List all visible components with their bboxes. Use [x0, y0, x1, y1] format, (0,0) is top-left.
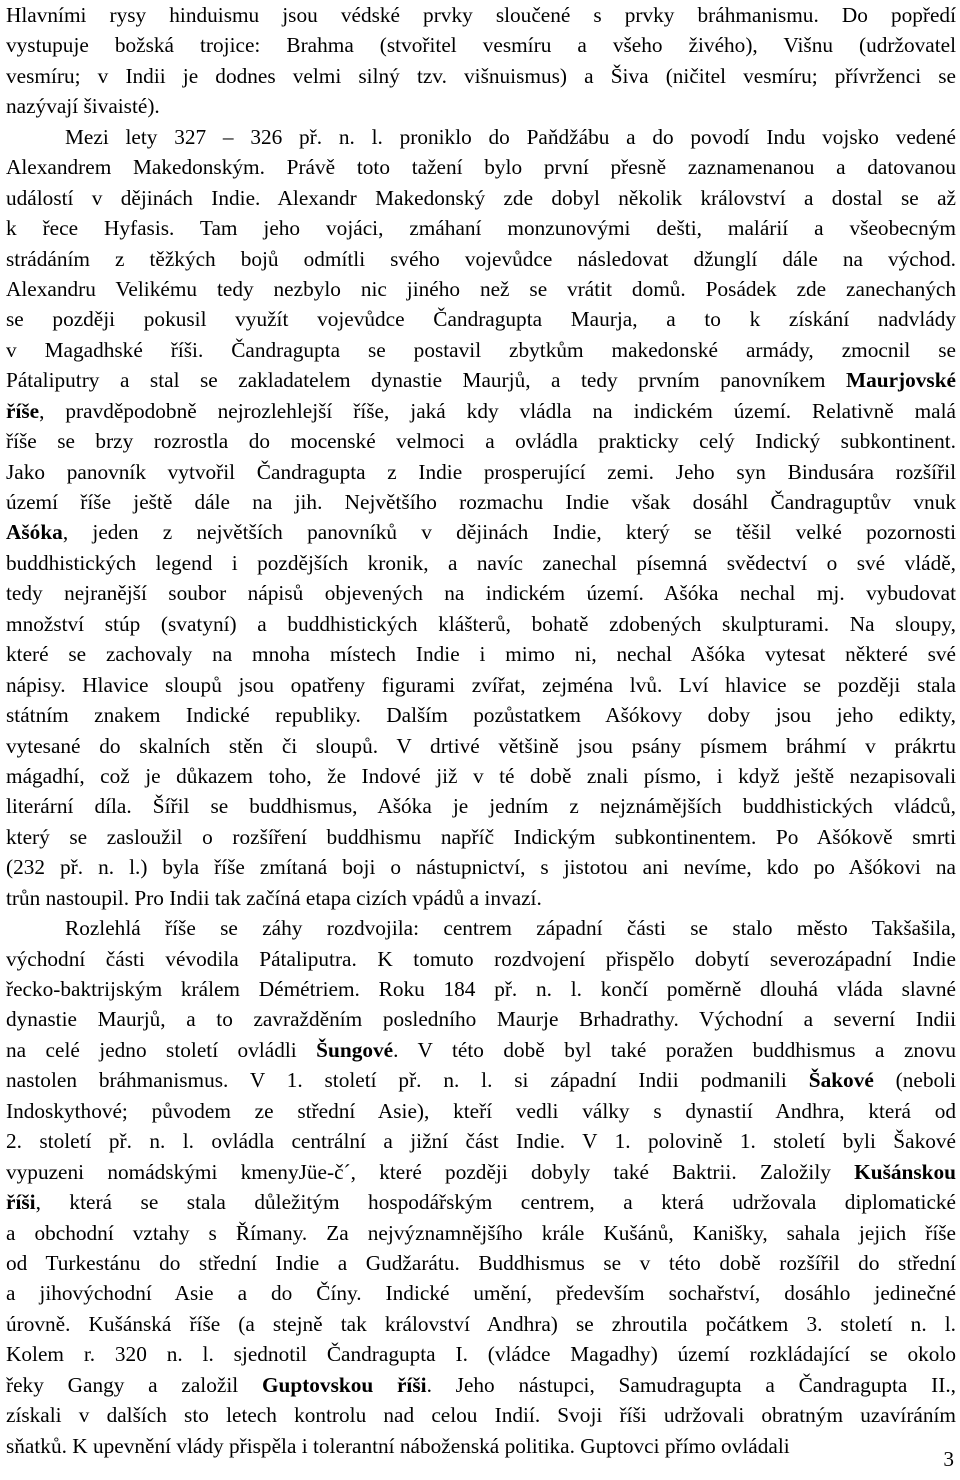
text-line — [6, 244, 956, 274]
text-segment: Kolem r. 320 n. l. sjednotil Čandragupta I. (vládce Magadhy) území rozkládající se okolo — [6, 1342, 956, 1367]
text-line — [6, 335, 956, 365]
text-segment: které se zachovaly na mnoha místech Indie i mimo ni, nechal Ašóka vytesat některé své — [6, 642, 956, 667]
text-line — [6, 578, 956, 608]
text-line — [6, 700, 956, 730]
text-segment: . V této době byl také poražen buddhismus a znovu — [393, 1037, 956, 1062]
bold-term: říše — [6, 398, 40, 423]
text-line — [6, 183, 956, 213]
text-segment: dynastie Maurjů, a to zavražděním posledního Maurje Brhadrathy. Východní a severní Indii — [6, 1007, 956, 1032]
text-line — [6, 304, 956, 334]
text-segment: řeky Gangy a založil — [6, 1372, 262, 1397]
text-segment: tedy nejranější soubor nápisů objevených na indickém území. Ašóka nechal mj. vybudovat — [6, 581, 956, 606]
text-line — [6, 396, 956, 426]
text-segment: strádáním z těžkých bojů odmítli svého vojevůdce následovat džunglí dále na východ. — [6, 246, 956, 271]
text-segment: a obchodní vztahy s Římany. Za nejvýznamnějšího krále Kušánů, Kanišky, sahala jejich říše — [6, 1220, 956, 1245]
text-line — [6, 670, 956, 700]
text-line — [6, 822, 956, 852]
text-line — [6, 913, 956, 943]
bold-term: Šakové — [808, 1068, 874, 1093]
text-line — [6, 487, 956, 517]
text-line — [6, 883, 956, 913]
text-segment: 2. století př. n. l. ovládla centrální a jižní část Indie. V 1. polovině 1. století byli Šakové — [6, 1129, 956, 1154]
text-line — [6, 1126, 956, 1156]
bold-term: Guptovskou říši — [261, 1372, 427, 1397]
text-line — [6, 1339, 956, 1369]
text-segment: . Jeho nástupci, Samudragupta a Čandragupta II., — [426, 1372, 956, 1397]
text-segment: řecko-baktrijským králem Démétriem. Roku 184 př. n. l. končí poměrně dlouhá vláda slavné — [6, 977, 956, 1001]
text-segment: vytesané do skalních stěn či sloupů. V drtivé většině jsou psány písmem bráhmí v prákrtu — [6, 733, 956, 758]
text-segment: , pravděpodobně nejrozlehlejší říše, jaká kdy vládla na indickém území. Relativně malá — [39, 398, 956, 423]
text-segment: buddhistických legend i pozdějších kronik, a navíc zanechal písemná svědectví o své vládě, — [6, 550, 956, 575]
text-line — [6, 274, 956, 304]
text-segment: Hlavními rysy hinduismu jsou védské prvky sloučené s prvky bráhmanismu. Do popředí — [6, 3, 956, 27]
text-line — [6, 791, 956, 821]
bold-term: Kušánskou — [854, 1159, 956, 1184]
text-segment: v Magadhské říši. Čandragupta se postavil zbytkům makedonské armády, zmocnil se — [6, 337, 956, 362]
text-line — [6, 761, 956, 791]
text-line — [6, 639, 956, 669]
text-line — [6, 426, 956, 456]
text-line — [6, 1431, 956, 1461]
text-segment: a jihovýchodní Asie a do Číny. Indické umění, především sochařství, dosáhlo jedinečné — [6, 1281, 956, 1306]
text-segment: východní části vévodila Pátaliputra. K tomuto rozdvojení přispělo dobytí severozápadní Indie — [6, 946, 956, 971]
text-segment: událostí v dějinách Indie. Alexandr Makedonský zde dobyl několik království a dostal se až — [6, 185, 956, 210]
text-segment: sňatků. K upevnění vlády přispěla i tolerantní náboženská politika. Guptovci přímo ovládali — [6, 1433, 790, 1458]
text-segment: od Turkestánu do střední Indie a Gudžarátu. Buddhismus se v této době rozšířil do střední — [6, 1250, 956, 1275]
text-line — [6, 1035, 956, 1065]
text-line — [6, 152, 956, 182]
text-segment: říše se brzy rozrostla do mocenské velmoci a ovládla prakticky celý Indický subkontinent. — [6, 429, 956, 454]
text-line — [6, 944, 956, 974]
bold-term: Ašóka — [6, 520, 63, 545]
text-line — [6, 1278, 956, 1308]
text-line — [6, 1004, 956, 1034]
text-segment: , která se stala důležitým hospodářským centrem, a která udržovala diplomatické — [35, 1190, 956, 1215]
text-line — [6, 1096, 956, 1126]
bold-term: říši — [6, 1190, 36, 1215]
bold-term: Maurjovské — [845, 368, 956, 393]
text-line — [6, 1370, 956, 1400]
text-segment: nápisy. Hlavice sloupů jsou opatřeny figurami zvířat, zejména lvů. Lví hlavice se později stala — [6, 672, 956, 697]
text-segment: literární díla. Šířil se buddhismus, Ašóka je jedním z nejznámějších buddhistických vládců, — [6, 794, 956, 819]
text-segment: Jako panovník vytvořil Čandragupta z Indie prosperující zemi. Jeho syn Bindusára rozšířil — [6, 459, 956, 484]
text-segment: Indoskythové; původem ze střední Asie), kteří vedli války s dynastií Andhra, která od — [6, 1098, 956, 1123]
text-segment: nazývají šivaisté). — [6, 94, 160, 119]
text-segment: na celé jedno století ovládli — [6, 1037, 317, 1062]
text-line — [6, 30, 956, 60]
text-line — [6, 548, 956, 578]
text-segment: Mezi lety 327 – 326 př. n. l. proniklo do Paňdžábu a do povodí Indu vojsko vedené — [65, 124, 956, 149]
text-segment: území říše ještě dále na jih. Největšího rozmachu Indie však dosáhl Čandraguptův vnuk — [6, 490, 956, 514]
text-segment: vesmíru; v Indii je dodnes velmi silný tzv. višnuismus) a Šiva (ničitel vesmíru; přívrženci se — [6, 63, 956, 88]
text-segment: nastolen bráhmanismus. V 1. století př. n. l. si západní Indii podmanili — [6, 1068, 809, 1093]
text-line — [6, 1187, 956, 1217]
text-segment: vystupuje božská trojice: Brahma (stvořitel vesmíru a všeho živého), Višnu (udržovatel — [6, 33, 956, 58]
text-segment: (neboli — [873, 1068, 956, 1093]
text-segment: množství stúp (svatyní) a buddhistických klášterů, bohatě zdobených skulpturami. Na sloupy, — [6, 611, 956, 636]
bold-term: Šungové — [316, 1037, 394, 1062]
text-line — [6, 1248, 956, 1278]
text-line — [6, 1400, 956, 1430]
text-line — [6, 457, 956, 487]
text-segment: vypuzeni nomádskými kmenyJüe-č´, které později dobyly také Baktrii. Založily — [6, 1159, 855, 1184]
text-line — [6, 609, 956, 639]
text-segment: získali v dalších sto letech kontrolu nad celou Indií. Svoji říši udržovali obratným uzavíráním — [6, 1403, 956, 1428]
text-line — [6, 1309, 956, 1339]
text-line — [6, 1218, 956, 1248]
text-segment: Rozlehlá říše se záhy rozdvojila: centrem západní části se stalo město Takšašila, — [65, 916, 956, 941]
text-segment: Alexandrem Makedonským. Právě toto tažení bylo první přesně zaznamenanou a datovanou — [6, 155, 956, 180]
page-number: 3 — [943, 1447, 954, 1471]
text-segment: trůn nastoupil. Pro Indii tak začíná etapa cizích vpádů a invazí. — [6, 885, 542, 910]
text-line — [6, 1157, 956, 1187]
text-segment: , jeden z největších panovníků v dějinách Indie, který se těšil velké pozornosti — [62, 520, 956, 545]
text-segment: který se zasloužil o rozšíření buddhismu napříč Indickým subkontinentem. Po Ašókově smrti — [6, 824, 956, 849]
text-segment: (232 př. n. l.) byla říše zmítaná boji o nástupnictví, s jistotou ani nevíme, kdo po Ašókovi na — [6, 855, 956, 880]
text-segment: se později pokusil využít vojevůdce Čandragupta Maurja, a to k získání nadvlády — [6, 307, 956, 332]
text-line — [6, 731, 956, 761]
text-line — [6, 852, 956, 882]
text-line — [6, 974, 956, 1004]
text-segment: úrovně. Kušánská říše (a stejně tak království Andhra) se zhroutila počátkem 3. století n. l. — [6, 1311, 956, 1336]
body-text — [6, 0, 956, 1461]
text-segment: Pátaliputry a stal se zakladatelem dynastie Maurjů, a tedy prvním panovníkem — [6, 368, 846, 393]
text-line — [6, 91, 956, 121]
text-line — [6, 365, 956, 395]
text-line — [6, 1065, 956, 1095]
text-line — [6, 122, 956, 152]
text-line — [6, 61, 956, 91]
text-segment: Alexandru Velikému tedy nezbylo nic jiného než se vrátit domů. Posádek zde zanechaných — [6, 276, 956, 301]
text-line — [6, 0, 956, 30]
text-segment: k řece Hyfasis. Tam jeho vojáci, zmáhaní monzunovými dešti, malárií a všeobecným — [6, 216, 956, 241]
text-line — [6, 517, 956, 547]
text-segment: mágadhí, což je důkazem toho, že Indové již v té době znali písmo, i když ještě nezapisovali — [6, 763, 956, 788]
text-segment: státním znakem Indické republiky. Dalším pozůstatkem Ašókovy doby jsou jeho edikty, — [6, 703, 956, 728]
text-line — [6, 213, 956, 243]
